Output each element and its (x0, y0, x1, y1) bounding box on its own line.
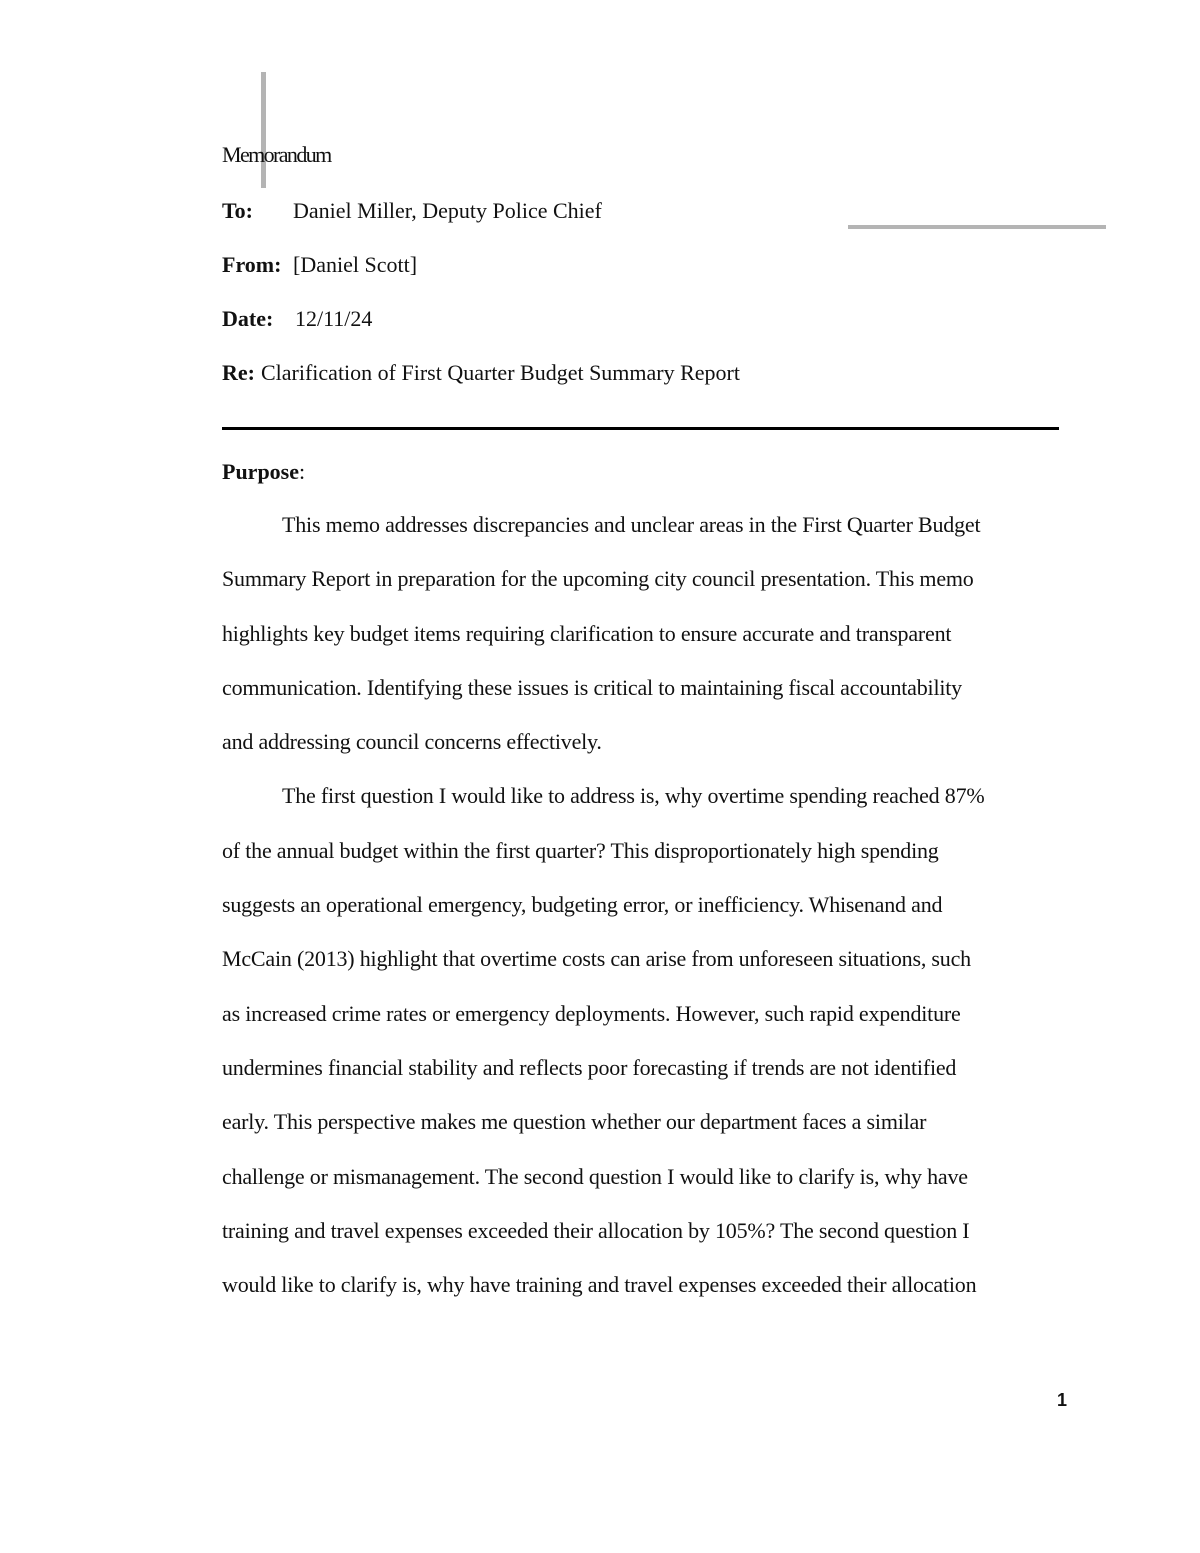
body-line: communication. Identifying these issues is critical to maintaining fiscal accountability (222, 674, 962, 700)
body-line: and addressing council concerns effectively. (222, 729, 602, 755)
margin-marker-vertical (261, 72, 266, 188)
memo-from-label: From: (222, 252, 282, 277)
purpose-heading (222, 457, 305, 487)
purpose-label: Purpose (222, 459, 299, 484)
body-line: highlights key budget items requiring clarification to ensure accurate and transparent (222, 620, 952, 646)
body-line: as increased crime rates or emergency deployments. However, such rapid expenditure (222, 1000, 961, 1026)
purpose-colon: : (299, 459, 306, 484)
header-divider (222, 427, 1059, 430)
body-line: suggests an operational emergency, budgeting error, or inefficiency. Whisenand and (222, 892, 943, 918)
margin-marker-horizontal (848, 225, 1106, 229)
memo-re-value: Clarification of First Quarter Budget Summary Report (260, 360, 740, 385)
body-line: would like to clarify is, why have training and travel expenses exceeded their allocation (222, 1272, 977, 1298)
memo-to-label: To: (222, 198, 253, 223)
body-line: challenge or mismanagement. The second question I would like to clarify is, why have (222, 1163, 968, 1189)
memo-title: Memorandum (222, 142, 331, 167)
memo-from-row (222, 250, 417, 280)
body-line: Summary Report in preparation for the upcoming city council presentation. This memo (222, 566, 974, 592)
body-line: This memo addresses discrepancies and unclear areas in the First Quarter Budget (282, 512, 981, 537)
body-line: undermines financial stability and reflects poor forecasting if trends are not identified (222, 1054, 957, 1080)
page-number: 1 (1057, 1390, 1068, 1410)
memo-from-value: [Daniel Scott] (293, 252, 418, 277)
body-line: of the annual budget within the first quarter? This disproportionately high spending (222, 837, 939, 863)
memo-re-label: Re: (222, 360, 255, 385)
memo-date-label: Date: (222, 306, 274, 331)
memo-re-row (222, 358, 740, 388)
body-line: early. This perspective makes me question whether our department faces a similar (222, 1109, 927, 1135)
memo-date-row (222, 304, 372, 334)
body-line: McCain (2013) highlight that overtime costs can arise from unforeseen situations, such (222, 946, 971, 972)
memo-to-value: Daniel Miller, Deputy Police Chief (293, 198, 602, 223)
body-line: training and travel expenses exceeded their allocation by 105%? The second question I (222, 1217, 970, 1243)
memo-to-row (222, 196, 602, 226)
memo-body (222, 508, 1062, 1322)
body-line: The first question I would like to address is, why overtime spending reached 87% (282, 783, 985, 809)
memo-date-value: 12/11/24 (295, 306, 373, 331)
